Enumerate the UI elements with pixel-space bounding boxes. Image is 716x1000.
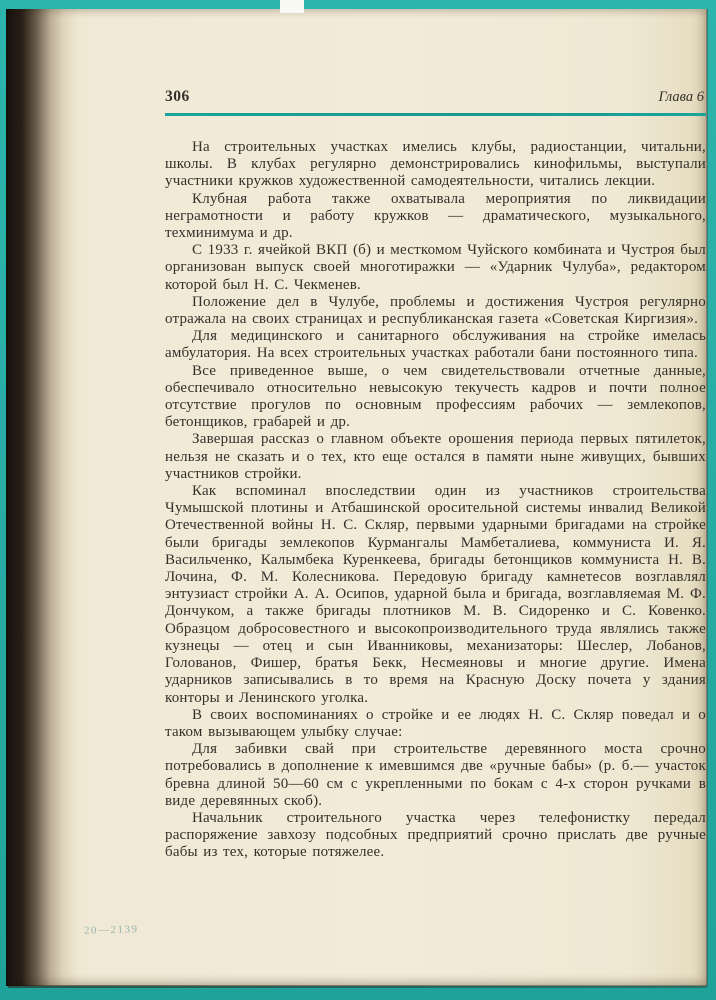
chapter-running-head: Глава 6: [658, 89, 704, 105]
page-body: [165, 139, 706, 862]
printers-mark: 20—2139: [83, 923, 139, 937]
paragraph: Завершая рассказ о главном объекте орошения периода первых пятилеток, нельзя не сказать и о тех, кто еще остался в памяти ныне живущих, бывших участников стройки.: [165, 431, 706, 482]
page-content: [165, 88, 706, 862]
header-rule: [165, 113, 706, 116]
paragraph: Как вспоминал впоследствии один из участников строительства Чумышской плотины и Атбашинской оросительной системы инвалид Великой Отечественной войны Н. С. Скляр, первыми ударными бригадами на стройке были бригады землекопов Курмангалы Мамбеталиева, коммуниста И. Я. Васильченко, Калымбека Куренкеева, бригады бетонщиков коммуниста Н. В. Лочина, Ф. М. Колесникова. Передовую бригаду камнетесов возглавлял энтузиаст стройки А. А. Осипов, ударной была и бригада, возглавляемая М. Ф. Дончуком, а также бригады плотников М. В. Сидоренко и С. Ковенко. Образцом добросовестного и высокопроизводительного труда являлись также кузнецы — отец и сын Иванниковы, механизаторы: Шеслер, Лобанов, Голованов, Фишер, братья Бекк, Несмеяновы и многие другие. Имена ударников записывались в то время на Красную Доску почета у здания конторы и Ленинского уголка.: [165, 483, 706, 706]
paper-right-edge: [706, 9, 708, 986]
page-number: 306: [165, 88, 190, 105]
paragraph: С 1933 г. ячейкой ВКП (б) и месткомом Чуйского комбината и Чустроя был организован выпуск своей многотиражки — «Ударник Чулуба», редактором которой был Н. С. Чекменев.: [165, 242, 706, 293]
paragraph: На строительных участках имелись клубы, радиостанции, читальни, школы. В клубах регулярно демонстрировались кинофильмы, выступали участники кружков художественной самодеятельности, читались лекции.: [165, 139, 706, 190]
book-spine-shadow: [6, 9, 78, 986]
paragraph: Для забивки свай при строительстве деревянного моста срочно потребовались в дополнение к имевшимся две «ручные бабы» (р. б.— участок бревна длиной 50—60 см с укрепленными по бокам с 4-х сторон ручками в виде деревянных скоб).: [165, 741, 706, 809]
running-header: [165, 88, 706, 106]
paper-bottom-edge: [8, 985, 707, 988]
paragraph: В своих воспоминаниях о стройке и ее людях Н. С. Скляр поведал и о таком вызывающем улыбку случае:: [165, 706, 706, 740]
paragraph: Для медицинского и санитарного обслуживания на стройке имелась амбулатория. На всех строительных участках работали бани постоянного типа.: [165, 328, 706, 362]
paragraph: Клубная работа также охватывала мероприятия по ликвидации неграмотности и работу кружков — драматического, музыкального, техминимума и др.: [165, 190, 706, 242]
paragraph: Начальник строительного участка через телефонистку передал распоряжение завхозу подсобных предприятий срочно прислать две ручные бабы из тех, которые потяжелее.: [165, 809, 706, 861]
paragraph: Все приведенное выше, о чем свидетельствовали отчетные данные, обеспечивало относительно невысокую текучесть кадров и почти полное отсутствие прогулов по основным профессиям рабочих — землекопов, бетонщиков, грабарей и др.: [165, 362, 706, 431]
paragraph: Положение дел в Чулубе, проблемы и достижения Чустроя регулярно отражала на своих страницах и республиканская газета «Советская Киргизия».: [165, 293, 706, 328]
scanner-notch: [280, 0, 304, 13]
